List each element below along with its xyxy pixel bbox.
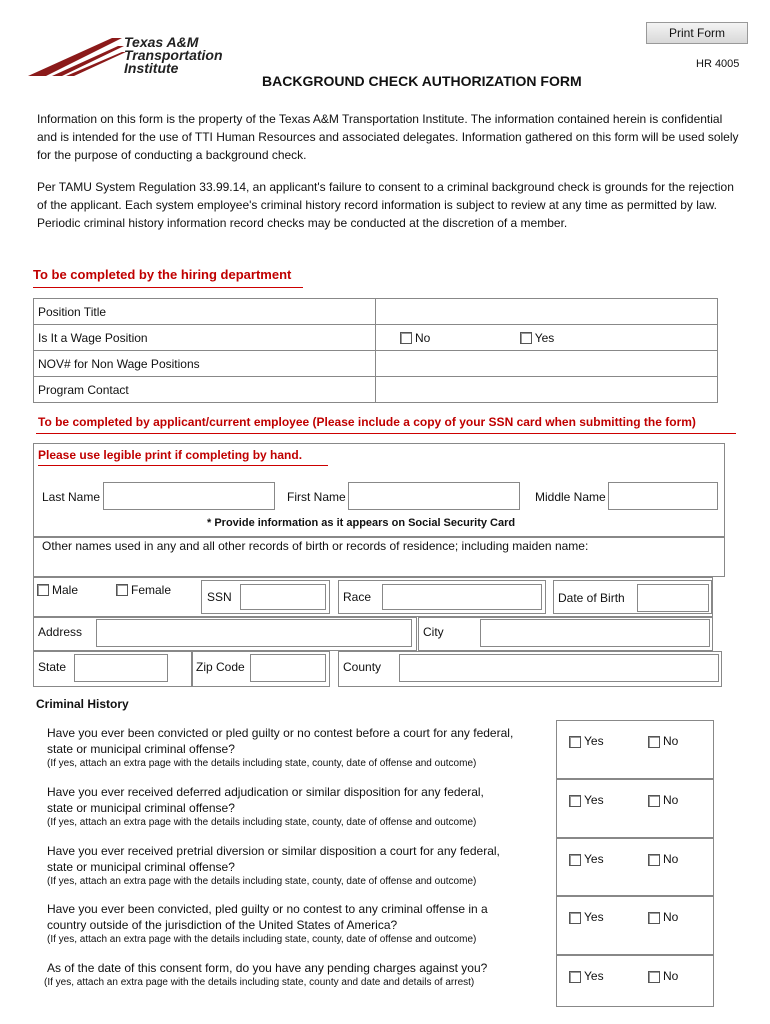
criminal-no-checkbox[interactable] — [648, 795, 660, 807]
position-title-field[interactable] — [376, 299, 718, 325]
criminal-question-text — [47, 725, 555, 757]
criminal-no-option — [648, 969, 678, 983]
city-label: City — [423, 625, 444, 639]
wage-position-label: Is It a Wage Position — [34, 325, 376, 351]
criminal-answer-box — [556, 896, 714, 955]
criminal-yes-checkbox[interactable] — [569, 736, 581, 748]
criminal-yes-label: Yes — [584, 910, 604, 924]
tti-logo — [26, 36, 246, 78]
program-contact-field[interactable] — [376, 377, 718, 403]
middle-name-field[interactable] — [608, 482, 718, 510]
legible-underline — [38, 465, 328, 466]
city-field[interactable] — [480, 619, 710, 647]
last-name-field[interactable] — [103, 482, 275, 510]
criminal-question-line-2: state or municipal criminal offense? — [47, 742, 235, 756]
county-field[interactable] — [399, 654, 719, 682]
criminal-question-line-1: Have you ever received deferred adjudication or similar disposition for any federal, — [47, 785, 484, 799]
criminal-yes-option — [569, 969, 604, 983]
logo-line-1: Texas A&M — [124, 34, 199, 50]
dept-table — [33, 298, 718, 403]
criminal-no-checkbox[interactable] — [648, 854, 660, 866]
criminal-yes-label: Yes — [584, 969, 604, 983]
form-code: HR 4005 — [696, 58, 740, 70]
dob-label: Date of Birth — [558, 591, 625, 605]
intro-paragraph-2: Per TAMU System Regulation 33.99.14, an applicant's failure to consent to a criminal background check is grounds for the rejection of the applicant. Each system employee's criminal history record information is subject to review at any time as permitted by law. Periodic criminal history information record checks may be conducted at the discretion of a member. — [37, 180, 734, 230]
criminal-yes-option — [569, 734, 604, 748]
criminal-answer-box — [556, 838, 714, 896]
legible-note: Please use legible print if completing by hand. — [38, 448, 303, 462]
criminal-yes-label: Yes — [584, 852, 604, 866]
page-title: BACKGROUND CHECK AUTHORIZATION FORM — [262, 73, 582, 89]
other-names-label: Other names used in any and all other records of birth or records of residence; including maiden name: — [42, 539, 589, 553]
criminal-no-option — [648, 852, 678, 866]
criminal-no-checkbox[interactable] — [648, 736, 660, 748]
applicant-heading: To be completed by applicant/current employee (Please include a copy of your SSN card when submitting the form) — [38, 415, 696, 429]
intro-paragraph-1: Information on this form is the property of the Texas A&M Transportation Institute. The information contained herein is confidential and is intended for the use of TTI Human Resources and associated delegates. Information gathered on this form will be used solely for the purpose of conducting a background check. — [37, 112, 739, 162]
logo-line-2: Transportation — [124, 47, 223, 63]
male-checkbox[interactable] — [37, 584, 49, 596]
ssn-label: SSN — [207, 590, 232, 604]
criminal-question-note: (If yes, attach an extra page with the details including state, county, date of offense and outcome) — [47, 817, 477, 828]
dob-field[interactable] — [637, 584, 709, 612]
nov-label: NOV# for Non Wage Positions — [34, 351, 376, 377]
criminal-question-note: (If yes, attach an extra page with the details including state, county, date of offense and outcome) — [47, 876, 477, 887]
criminal-question-note: (If yes, attach an extra page with the details including state, county, date of offense and outcome) — [47, 758, 477, 769]
first-name-label: First Name — [287, 490, 346, 504]
criminal-no-checkbox[interactable] — [648, 971, 660, 983]
criminal-question-line-2: state or municipal criminal offense? — [47, 860, 235, 874]
criminal-no-option — [648, 734, 678, 748]
address-label: Address — [38, 625, 83, 639]
wage-position-options — [376, 325, 718, 351]
logo-line-3: Institute — [124, 60, 179, 76]
ssn-card-note: * Provide information as it appears on Social Security Card — [207, 517, 516, 529]
position-title-label: Position Title — [34, 299, 376, 325]
criminal-no-label: No — [663, 793, 679, 807]
criminal-question-text — [47, 960, 555, 976]
wage-yes-checkbox[interactable] — [520, 332, 532, 344]
criminal-yes-checkbox[interactable] — [569, 795, 581, 807]
nov-field[interactable] — [376, 351, 718, 377]
criminal-question-note: (If yes, attach an extra page with the details including state, county and date and details of arrest) — [44, 977, 475, 988]
applicant-heading-underline — [36, 433, 736, 434]
criminal-no-option — [648, 793, 678, 807]
criminal-yes-label: Yes — [584, 734, 604, 748]
criminal-yes-option — [569, 852, 604, 866]
male-label: Male — [52, 582, 79, 597]
criminal-no-label: No — [663, 969, 679, 983]
criminal-question-text — [47, 901, 555, 933]
state-field[interactable] — [74, 654, 168, 682]
criminal-no-label: No — [663, 852, 679, 866]
zip-field[interactable] — [250, 654, 326, 682]
criminal-answer-box — [556, 779, 714, 838]
criminal-question-text — [47, 843, 555, 875]
criminal-answer-box — [556, 720, 714, 779]
criminal-no-label: No — [663, 734, 679, 748]
male-option — [37, 582, 78, 597]
female-option — [116, 582, 171, 597]
criminal-history-heading: Criminal History — [36, 697, 129, 711]
last-name-label: Last Name — [42, 490, 101, 504]
criminal-yes-checkbox[interactable] — [569, 971, 581, 983]
state-label: State — [38, 660, 67, 674]
wage-no-label: No — [415, 330, 431, 345]
criminal-question-note: (If yes, attach an extra page with the details including state, county, date of offense and outcome) — [47, 934, 477, 945]
criminal-question-text — [47, 784, 555, 816]
criminal-question-line-1: Have you ever been convicted or pled guilty or no contest before a court for any federal, — [47, 726, 514, 740]
first-name-field[interactable] — [348, 482, 520, 510]
female-label: Female — [131, 582, 172, 597]
logo-swoosh-icon — [26, 36, 126, 78]
criminal-no-checkbox[interactable] — [648, 912, 660, 924]
female-checkbox[interactable] — [116, 584, 128, 596]
dept-heading: To be completed by the hiring department — [33, 267, 292, 282]
criminal-no-label: No — [663, 910, 679, 924]
print-form-button[interactable]: Print Form — [646, 22, 748, 44]
criminal-yes-checkbox[interactable] — [569, 912, 581, 924]
zip-label: Zip Code — [196, 660, 245, 674]
ssn-field[interactable] — [240, 584, 326, 610]
criminal-yes-option — [569, 793, 604, 807]
criminal-question-line-1: As of the date of this consent form, do you have any pending charges against you? — [47, 961, 488, 975]
race-field[interactable] — [382, 584, 542, 610]
address-field[interactable] — [96, 619, 412, 647]
race-label: Race — [343, 590, 372, 604]
criminal-question-line-1: Have you ever received pretrial diversion or similar disposition a court for any federal, — [47, 844, 500, 858]
criminal-question-line-2: country outside of the jurisdiction of the United States of America? — [47, 918, 398, 932]
criminal-question-line-1: Have you ever been convicted, pled guilty or no contest to any criminal offense in a — [47, 902, 488, 916]
wage-yes-label: Yes — [534, 330, 555, 345]
dept-heading-underline — [33, 287, 303, 288]
criminal-no-option — [648, 910, 678, 924]
criminal-question-line-2: state or municipal criminal offense? — [47, 801, 235, 815]
wage-no-checkbox[interactable] — [400, 332, 412, 344]
middle-name-label: Middle Name — [535, 490, 606, 504]
criminal-yes-option — [569, 910, 604, 924]
criminal-yes-checkbox[interactable] — [569, 854, 581, 866]
criminal-yes-label: Yes — [584, 793, 604, 807]
program-contact-label: Program Contact — [34, 377, 376, 403]
county-label: County — [343, 660, 382, 674]
